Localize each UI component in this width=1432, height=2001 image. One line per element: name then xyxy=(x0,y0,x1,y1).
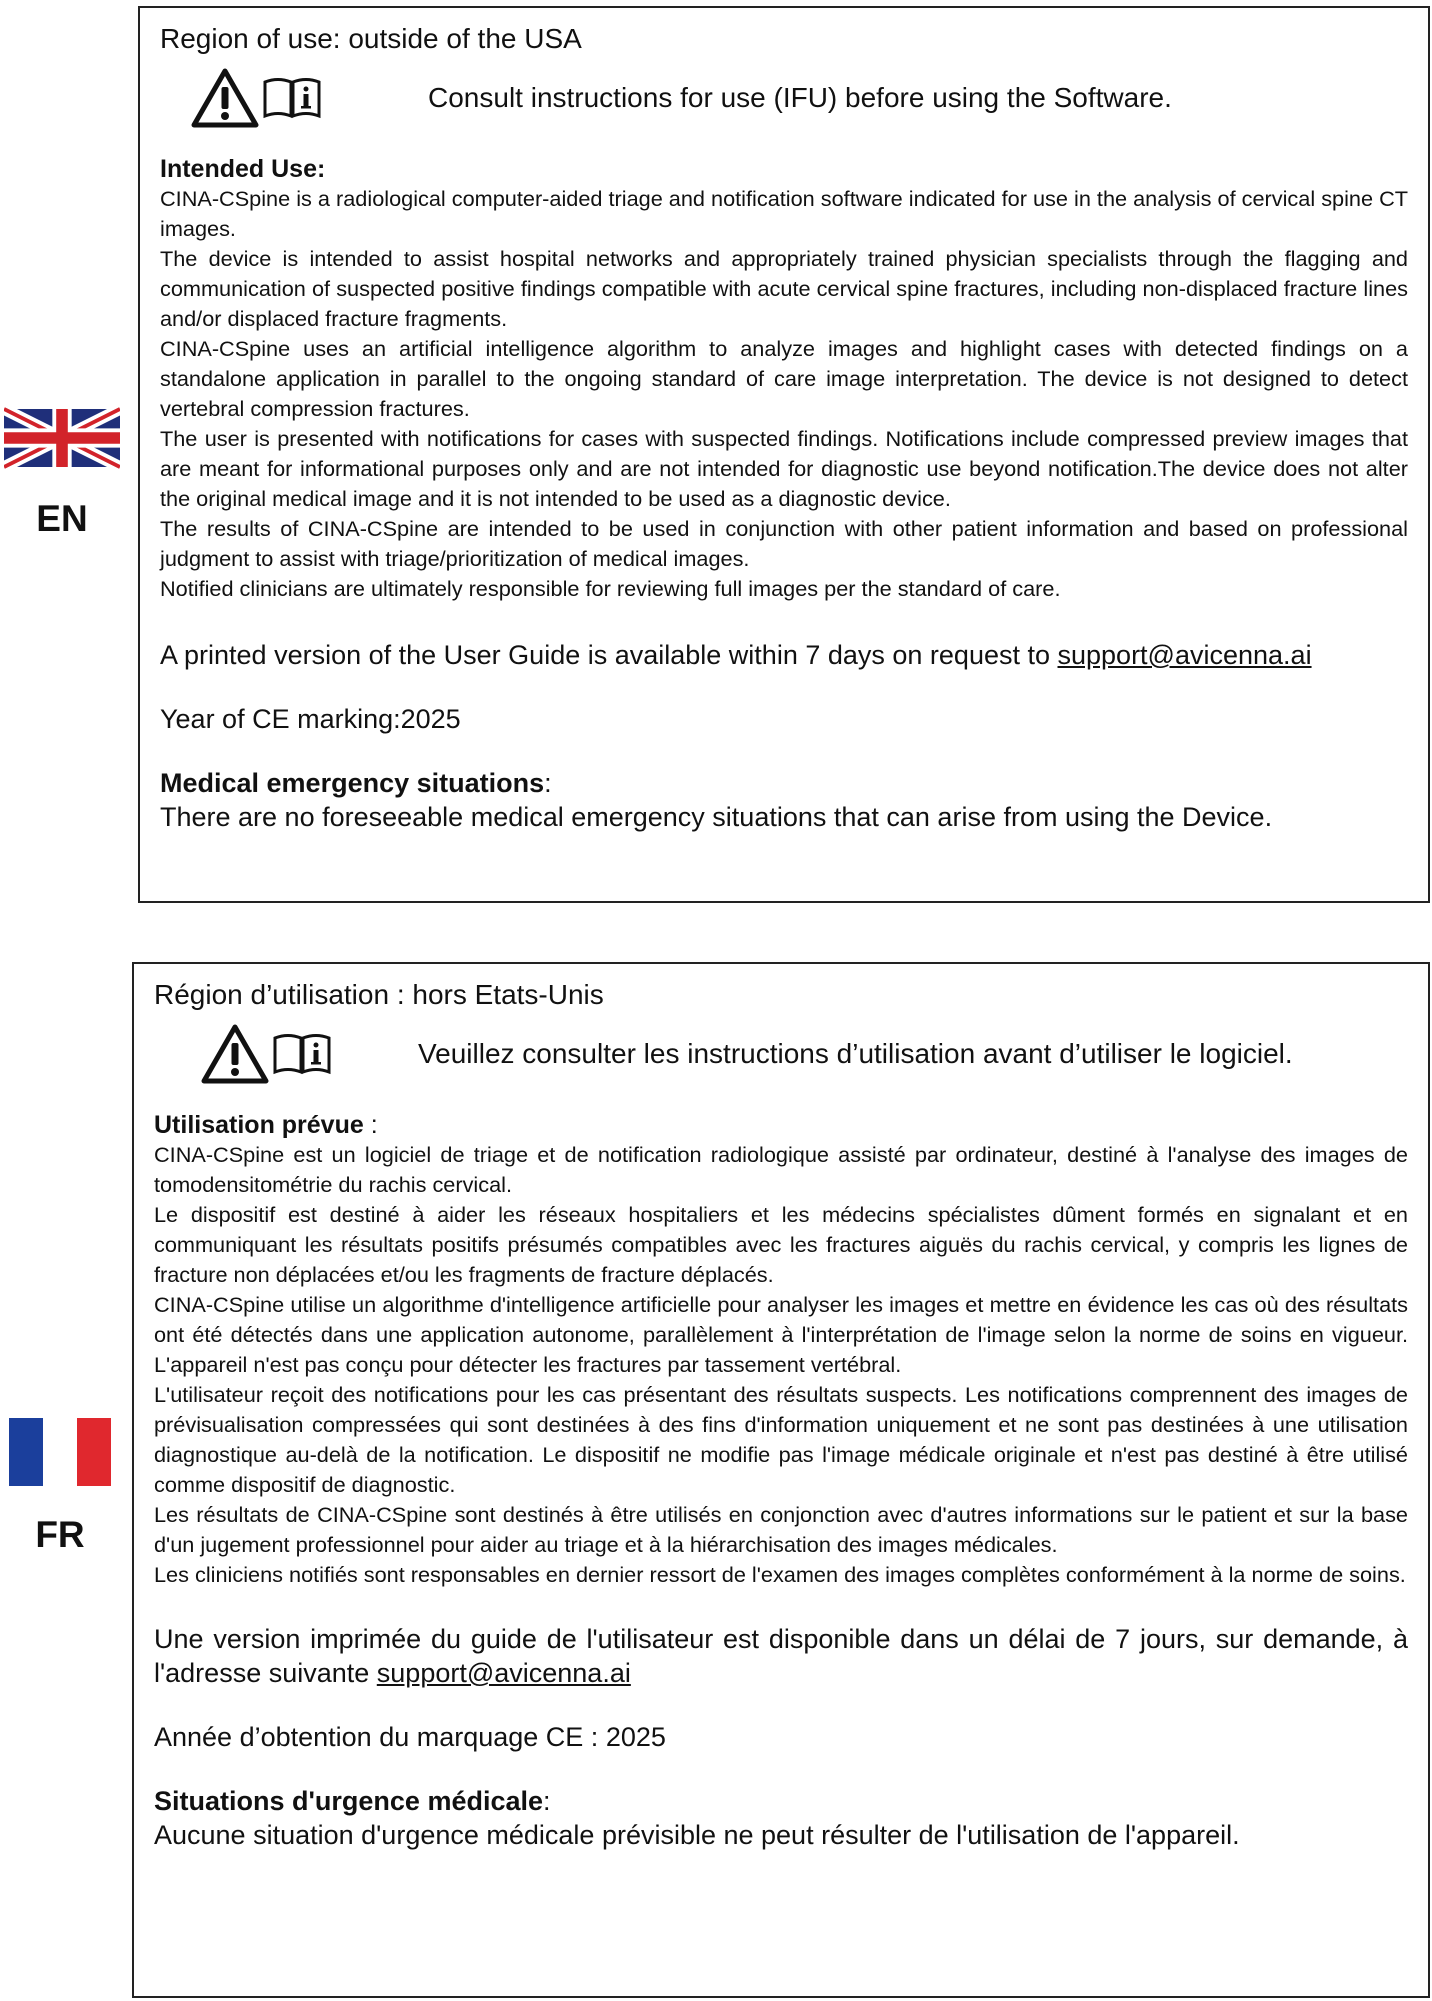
intended-use-heading: Intended Use: xyxy=(160,155,326,183)
ce-marking-year: Année d’obtention du marquage CE : 2025 xyxy=(154,1722,666,1752)
instructions-book-icon xyxy=(272,1032,332,1076)
intended-use-heading: Utilisation prévue : xyxy=(154,1111,378,1139)
intended-use-paragraph: The results of CINA-CSpine are intended to be used in conjunction with other patient information and based on professional judgment to assist with triage/prioritization of medical images. xyxy=(160,516,1408,571)
support-email-link[interactable]: support@avicenna.ai xyxy=(1057,640,1312,670)
info-panel-en xyxy=(138,6,1430,903)
intended-use-paragraph: CINA-CSpine is a radiological computer-aided triage and notification software indicated for use in the analysis of cervical spine CT images. xyxy=(160,186,1408,241)
emergency-heading: Medical emergency situations: xyxy=(160,768,552,798)
intended-use-paragraph: Le dispositif est destiné à aider les réseaux hospitaliers et les médecins spécialistes dûment formés en signalant et en communiquant les résultats positifs présumés compatibles avec les fractures aiguës du rachis cervical, y compris les lignes de fracture non déplacées et/ou les fragments de fracture déplacés. xyxy=(154,1202,1408,1287)
intended-use-body xyxy=(160,184,1408,604)
emergency-text: Aucune situation d'urgence médicale prévisible ne peut résulter de l'utilisation de l'appareil. xyxy=(154,1820,1240,1850)
ce-marking-year: Year of CE marking:2025 xyxy=(160,704,461,734)
language-label-en xyxy=(2,406,122,540)
printed-guide-notice: Une version imprimée du guide de l'utilisateur est disponible dans un délai de 7 jours, sur demande, à l'adresse suivante support@avicenna.ai xyxy=(154,1624,1408,1688)
language-label-fr xyxy=(0,1418,120,1556)
intended-use-paragraph: The user is presented with notifications for cases with suspected findings. Notifications include compressed preview images that are meant for informational purposes only and are not intended for diagnostic use beyond notification.The device does not alter the original medical image and it is not intended to be used as a diagnostic device. xyxy=(160,426,1408,511)
intended-use-paragraph: L'utilisateur reçoit des notifications pour les cas présentant des résultats suspects. Les notifications comprennent des images de prévisualisation compressées qui sont destinées à des fins d'information uniquement et ne sont pas destinées à une utilisation diagnostique au-delà de la notification. Le dispositif ne modifie pas l'image médicale originale et n'est pas destiné à être utilisé comme dispositif de diagnostic. xyxy=(154,1382,1408,1497)
consult-ifu-row xyxy=(160,62,1408,134)
intended-use-body xyxy=(154,1140,1408,1590)
intended-use-paragraph: CINA-CSpine est un logiciel de triage et de notification radiologique assisté par ordinateur, destiné à l'analyse des images de tomodensitométrie du rachis cervical. xyxy=(154,1142,1408,1197)
printed-guide-notice: A printed version of the User Guide is available within 7 days on request to support@avicenna.ai xyxy=(160,640,1312,670)
uk-flag-icon xyxy=(4,406,120,470)
emergency-heading: Situations d'urgence médicale: xyxy=(154,1786,551,1816)
emergency-text: There are no foreseeable medical emergency situations that can arise from using the Device. xyxy=(160,802,1273,832)
consult-ifu-text: Veuillez consulter les instructions d’utilisation avant d’utiliser le logiciel. xyxy=(418,1038,1293,1069)
intended-use-paragraph: CINA-CSpine utilise un algorithme d'intelligence artificielle pour analyser les images et mettre en évidence les cas où des résultats ont été détectés dans une application autonome, parallèlement à l'interprétation de l'image selon la norme de soins en vigueur. L'appareil n'est pas conçu pour détecter les fractures par tassement vertébral. xyxy=(154,1292,1408,1377)
region-of-use: Region of use: outside of the USA xyxy=(160,23,582,54)
warning-icon xyxy=(200,1023,270,1085)
consult-ifu-text: Consult instructions for use (IFU) before using the Software. xyxy=(428,82,1172,113)
warning-icon xyxy=(190,67,260,129)
consult-ifu-row xyxy=(154,1018,1408,1090)
language-code-fr: FR xyxy=(35,1514,85,1555)
support-email-link[interactable]: support@avicenna.ai xyxy=(376,1658,631,1688)
intended-use-paragraph: CINA-CSpine uses an artificial intelligence algorithm to analyze images and highlight cases with detected findings on a standalone application in parallel to the ongoing standard of care image interpretation. The device is not designed to detect vertebral compression fractures. xyxy=(160,336,1408,421)
instructions-book-icon xyxy=(262,76,322,120)
french-flag-icon xyxy=(9,1418,111,1486)
intended-use-paragraph: The device is intended to assist hospital networks and appropriately trained physician specialists through the flagging and communication of suspected positive findings compatible with acute cervical spine fractures, including non-displaced fracture lines and/or displaced fracture fragments. xyxy=(160,246,1408,331)
intended-use-paragraph: Notified clinicians are ultimately responsible for reviewing full images per the standard of care. xyxy=(160,576,1061,601)
language-code-en: EN xyxy=(36,498,88,539)
intended-use-paragraph: Les résultats de CINA-CSpine sont destinés à être utilisés en conjonction avec d'autres informations sur le patient et sur la base d'un jugement professionnel pour aider au triage et à la hiérarchisation des images médicales. xyxy=(154,1502,1408,1557)
info-panel-fr xyxy=(132,962,1430,1998)
intended-use-paragraph: Les cliniciens notifiés sont responsables en dernier ressort de l'examen des images complètes conformément à la norme de soins. xyxy=(154,1562,1406,1587)
region-of-use: Région d’utilisation : hors Etats-Unis xyxy=(154,979,604,1010)
